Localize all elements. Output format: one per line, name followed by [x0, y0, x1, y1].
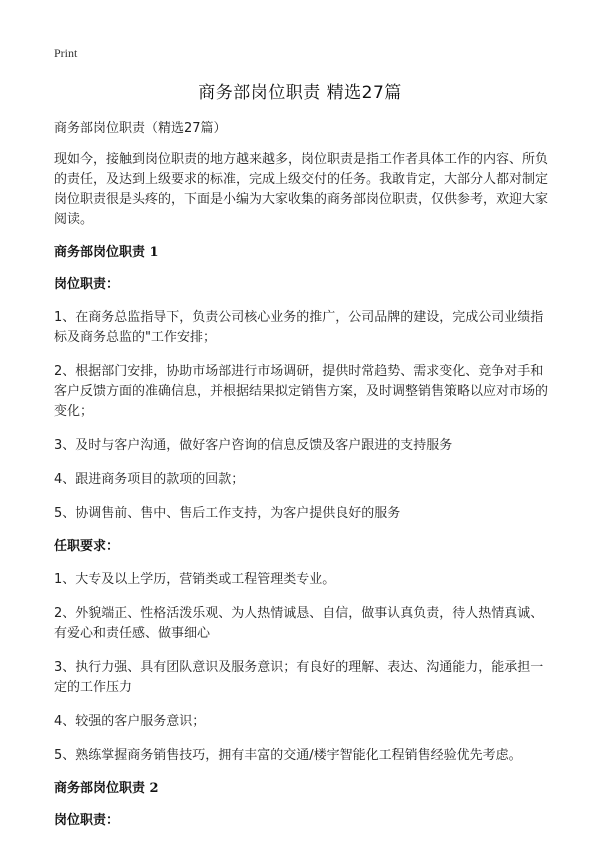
section-2-heading: 商务部岗位职责 2: [54, 781, 159, 796]
requirement-item: 2、外貌端正、性格活泼乐观、为人热情诚恳、自信，做事认真负责，待人热情真诚、有爱心和责任感、做事细心: [54, 606, 544, 641]
document-subtitle: 商务部岗位职责（精选27篇）: [54, 121, 227, 136]
requirement-item: 3、执行力强、具有团队意识及服务意识；有良好的理解、表达、沟通能力，能承担一定的工作压力: [54, 660, 544, 695]
intro-paragraph: 现如今，接触到岗位职责的地方越来越多，岗位职责是指工作者具体工作的内容、所负的责任，及达到上级要求的标准，完成上级交付的任务。我敢肯定，大部分人都对制定岗位职责很是头疼的，下面是小编为大家收集的商务部岗位职责，仅供参考，欢迎大家阅读。: [54, 152, 549, 227]
duty-item: 2、根据部门安排，协助市场部进行市场调研，提供时常趋势、需求变化、竞争对手和客户反馈方面的准确信息，并根据结果拟定销售方案，及时调整销售策略以应对市场的变化；: [54, 364, 549, 419]
requirement-item: 1、大专及以上学历，营销类或工程管理类专业。: [54, 572, 336, 587]
duty-item: 1、在商务总监指导下，负责公司核心业务的推广，公司品牌的建设，完成公司业绩指标及商务总监的"工作安排；: [54, 310, 544, 345]
section-1-requirements-heading: 任职要求：: [54, 539, 120, 554]
page-title: 商务部岗位职责 精选27篇: [198, 83, 402, 103]
print-label[interactable]: Print: [54, 46, 78, 60]
requirement-item: 5、熟练掌握商务销售技巧，拥有丰富的交通/楼宇智能化工程销售经验优先考虑。: [54, 748, 522, 763]
duty-item: 3、及时与客户沟通，做好客户咨询的信息反馈及客户跟进的支持服务: [54, 438, 453, 453]
duty-item: 4、跟进商务项目的款项的回款；: [54, 472, 245, 487]
requirement-item: 4、较强的客户服务意识；: [54, 714, 206, 729]
document-body: [54, 120, 552, 844]
section-1-duties-heading: 岗位职责：: [54, 277, 120, 292]
section-1-heading: 商务部岗位职责 1: [54, 245, 159, 260]
section-2-duties-heading: 岗位职责：: [54, 813, 120, 828]
duty-item: 5、协调售前、售中、售后工作支持，为客户提供良好的服务: [54, 506, 401, 521]
